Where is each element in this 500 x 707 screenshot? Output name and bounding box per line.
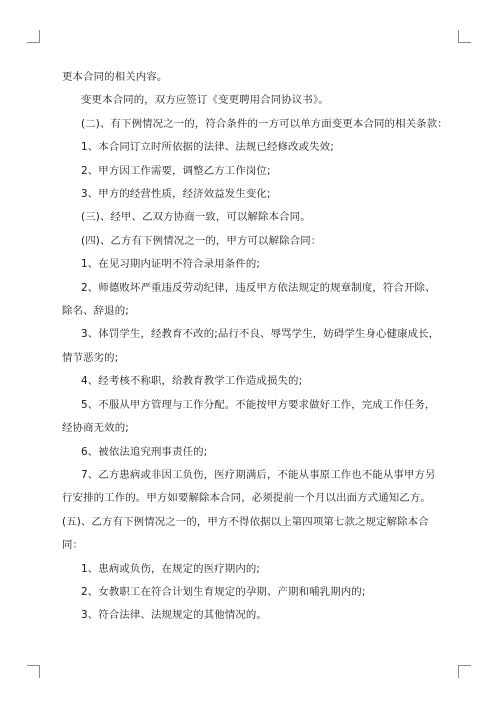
paragraph: (三)、经甲、乙双方协商一致，可以解除本合同。 bbox=[81, 211, 311, 224]
crop-mark-top-right bbox=[458, 30, 471, 43]
paragraph: 变更本合同的，双方应签订《变更聘用合同协议书》。 bbox=[81, 94, 329, 107]
paragraph: 7、乙方患病或非因工负伤，医疗期满后，不能从事原工作也不能从事甲方另行安排的工作的。甲方如要解除本合同，必须提前一个月以出面方式通知乙方。(五)、乙方有下例情况之一的，甲方不得依据以上第四项第七款之规定解除本合同： bbox=[62, 468, 436, 552]
paragraph: 6、被依法追究刑事责任的; bbox=[81, 445, 208, 458]
paragraph: 4、经考核不称职，给教育教学工作造成损失的; bbox=[81, 375, 303, 388]
paragraph: 更本合同的相关内容。 bbox=[62, 71, 168, 83]
paragraph: 3、体罚学生，经教育不改的;品行不良、辱骂学生，妨碍学生身心健康成长，情节恶劣的; bbox=[62, 328, 440, 364]
paragraph: 1、本合同订立时所依据的法律、法规已经修改或失效; bbox=[81, 141, 334, 154]
paragraph: (二)、有下例情况之一的，符合条件的一方可以单方面变更本合同的相关条款： bbox=[81, 117, 448, 130]
document-body bbox=[62, 66, 448, 628]
paragraph: 3、甲方的经营性质，经济效益发生变化; bbox=[81, 188, 271, 201]
crop-mark-bottom-right bbox=[458, 665, 471, 678]
crop-mark-top-left bbox=[27, 30, 40, 43]
paragraph: 5、不服从甲方管理与工作分配。不能按甲方要求做好工作，完成工作任务，经协商无效的; bbox=[62, 398, 436, 435]
paragraph: 1、在见习期内证明不符合录用条件的; bbox=[81, 258, 261, 271]
paragraph: 2、师德败坏严重违反劳动纪律，违反甲方依法规定的规章制度，符合开除、除名、辞退的; bbox=[62, 281, 436, 318]
paragraph: 3、符合法律、法规规定的其他情况的。 bbox=[81, 609, 267, 622]
paragraph: 2、女教职工在符合计划生育规定的孕期、产期和哺乳期内的; bbox=[81, 585, 366, 598]
paragraph: (四)、乙方有下例情况之一的，甲方可以解除合同： bbox=[81, 234, 322, 247]
crop-mark-bottom-left bbox=[27, 665, 40, 678]
paragraph: 2、甲方因工作需要，调整乙方工作岗位; bbox=[81, 164, 271, 177]
paragraph: 1、患病或负伤，在规定的医疗期内的; bbox=[81, 562, 261, 575]
